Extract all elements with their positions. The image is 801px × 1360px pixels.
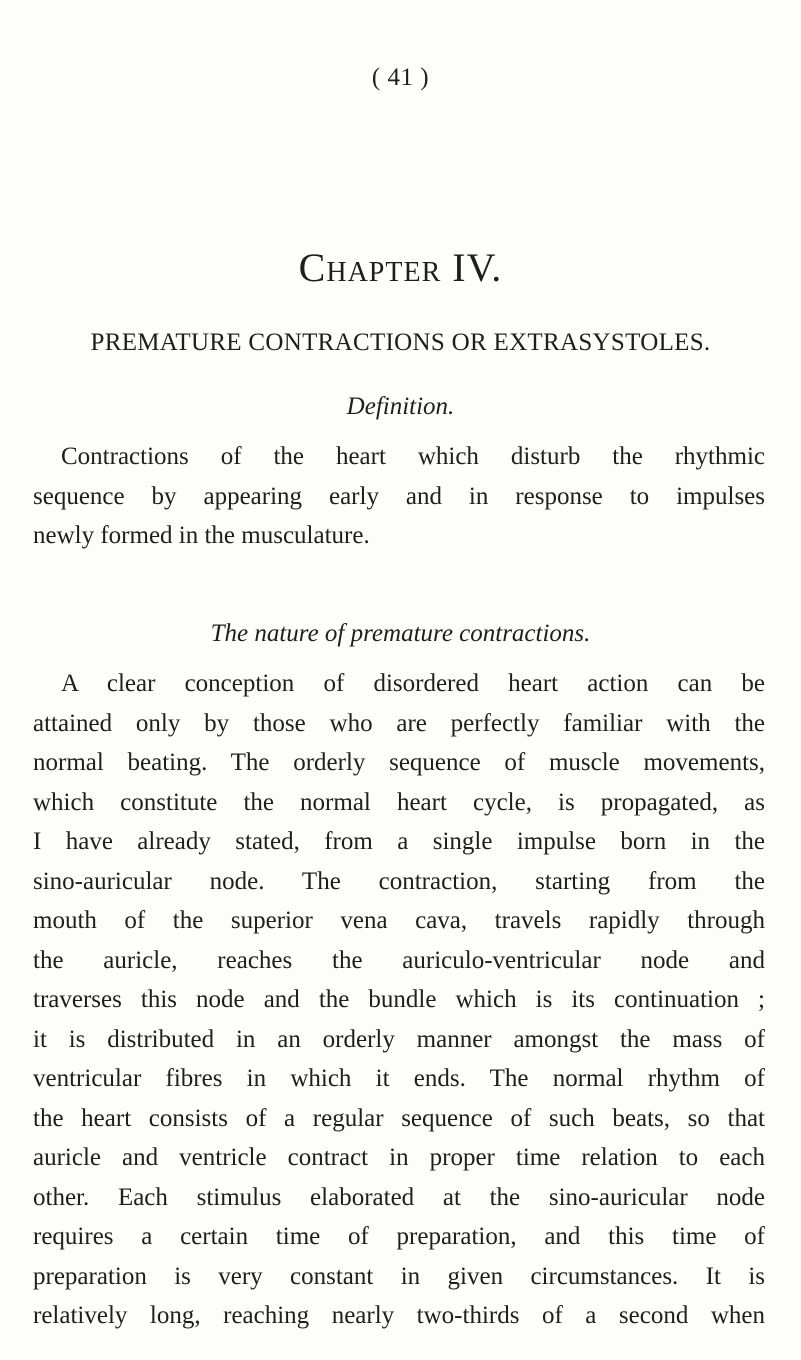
definition-heading: Definition. (346, 393, 455, 420)
definition-line: Contractions of the heart which disturb the rhythmic (61, 443, 765, 470)
nature-heading: The nature of premature contractions. (210, 620, 591, 647)
page-number: ( 41 ) (371, 64, 430, 91)
nature-line: requires a certain time of preparation, and this time of (33, 1223, 765, 1250)
nature-line: relatively long, reaching nearly two-thirds of a second when (33, 1302, 765, 1329)
chapter-title: Chapter IV. (298, 245, 503, 290)
nature-line: mouth of the superior vena cava, travels rapidly through (33, 907, 765, 934)
nature-line: attained only by those who are perfectly familiar with the (33, 709, 765, 737)
nature-line: normal beating. The orderly sequence of muscle movements, (33, 749, 765, 776)
nature-line: ventricular fibres in which it ends. The normal rhythm of (33, 1065, 765, 1092)
nature-line: the heart consists of a regular sequence of such beats, so that (33, 1104, 765, 1132)
nature-line: the auricle, reaches the auriculo-ventricular node and (33, 946, 765, 974)
nature-line: which constitute the normal heart cycle, is propagated, as (33, 788, 765, 816)
definition-paragraph (33, 437, 765, 556)
definition-line: sequence by appearing early and in response to impulses (33, 482, 765, 510)
nature-line: traverses this node and the bundle which is its continuation ; (33, 986, 765, 1013)
nature-line: it is distributed in an orderly manner amongst the mass of (33, 1025, 765, 1053)
nature-line: other. Each stimulus elaborated at the sino-auricular node (33, 1183, 765, 1211)
nature-line: sino-auricular node. The contraction, starting from the (33, 867, 765, 895)
nature-line: auricle and ventricle contract in proper time relation to each (33, 1144, 765, 1171)
definition-line: newly formed in the musculature. (33, 522, 370, 549)
nature-line: I have already stated, from a single impulse born in the (33, 828, 765, 855)
section-title: PREMATURE CONTRACTIONS OR EXTRASYSTOLES. (90, 329, 711, 356)
nature-paragraph (33, 664, 765, 1336)
nature-line: A clear conception of disordered heart action can be (61, 670, 765, 697)
nature-line: preparation is very constant in given circumstances. It is (33, 1262, 765, 1290)
